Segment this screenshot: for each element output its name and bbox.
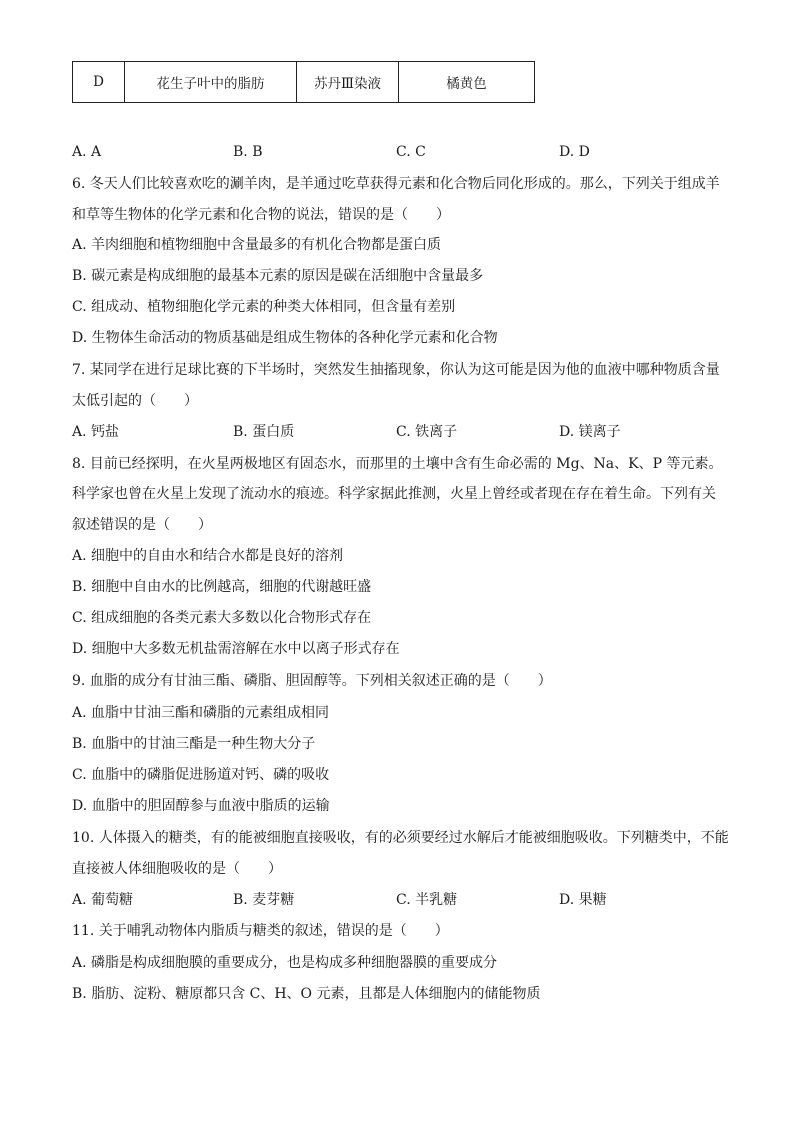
q8-stem-line3: 叙述错误的是（ ） (72, 517, 212, 533)
q11-option-a: A. 磷脂是构成细胞膜的重要成分，也是构成多种细胞器膜的重要成分 (72, 955, 498, 971)
q10-options (72, 891, 732, 909)
reagent-table (72, 61, 535, 103)
q9-stem-line1: 9. 血脂的成分有甘油三酯、磷脂、胆固醇等。下列相关叙述正确的是（ ） (72, 673, 552, 689)
option-c: C. 半乳糖 (396, 892, 458, 908)
q11-option-b: B. 脂肪、淀粉、糖原都只含 C、H、O 元素，且都是人体细胞内的储能物质 (72, 986, 541, 1002)
q8-option-d: D. 细胞中大多数无机盐需溶解在水中以离子形式存在 (72, 641, 400, 657)
q8-option-b: B. 细胞中自由水的比例越高，细胞的代谢越旺盛 (72, 579, 372, 595)
q5-options (72, 143, 732, 161)
q9-option-b: B. 血脂中的甘油三酯是一种生物大分子 (72, 736, 316, 752)
q7-stem-line2: 太低引起的（ ） (72, 393, 198, 409)
q6-option-c: C. 组成动、植物细胞化学元素的种类大体相同，但含量有差别 (72, 299, 456, 315)
q6-stem-line1: 6. 冬天人们比较喜欢吃的涮羊肉，是羊通过吃草获得元素和化合物后同化形成的。那么，下列关于组成羊 (72, 176, 720, 192)
option-a: A. 钙盐 (72, 424, 120, 440)
q8-stem-line1: 8. 目前已经探明，在火星两极地区有固态水，而那里的土壤中含有生命必需的 Mg、Na、K、P 等元素。 (72, 456, 723, 472)
option-b: B. 麦芽糖 (233, 892, 295, 908)
q6-option-a: A. 羊肉细胞和植物细胞中含量最多的有机化合物都是蛋白质 (72, 237, 442, 253)
table-cell-color: 橘黄色 (399, 62, 535, 103)
option-d: D. 果糖 (559, 892, 607, 908)
q9-option-d: D. 血脂中的胆固醇参与血液中脂质的运输 (72, 798, 330, 814)
option-b: B. B (233, 144, 263, 160)
q10-stem-line1: 10. 人体摄入的糖类，有的能被细胞直接吸收，有的必须要经过水解后才能被细胞吸收。下列糖类中，不能 (72, 830, 729, 846)
option-a: A. 葡萄糖 (72, 892, 134, 908)
table-cell-material: 花生子叶中的脂肪 (125, 62, 297, 103)
option-c: C. 铁离子 (396, 424, 458, 440)
q8-option-c: C. 组成细胞的各类元素大多数以化合物形式存在 (72, 610, 372, 626)
q8-stem-line2: 科学家也曾在火星上发现了流动水的痕迹。科学家据此推测，火星上曾经或者现在存在着生命。下列有关 (72, 486, 716, 502)
option-d: D. 镁离子 (559, 424, 621, 440)
q7-options (72, 423, 732, 441)
option-a: A. A (72, 144, 102, 160)
q10-stem-line2: 直接被人体细胞吸收的是（ ） (72, 861, 282, 877)
q6-stem-line2: 和草等生物体的化学元素和化合物的说法，错误的是（ ） (72, 207, 450, 223)
table-cell-reagent: 苏丹Ⅲ染液 (297, 62, 399, 103)
option-b: B. 蛋白质 (233, 424, 295, 440)
table-cell-letter: D (73, 62, 125, 103)
q6-option-d: D. 生物体生命活动的物质基础是组成生物体的各种化学元素和化合物 (72, 330, 498, 346)
q9-option-a: A. 血脂中甘油三酯和磷脂的元素组成相同 (72, 705, 330, 721)
q6-option-b: B. 碳元素是构成细胞的最基本元素的原因是碳在活细胞中含量最多 (72, 268, 484, 284)
table-row (73, 62, 535, 103)
q7-stem-line1: 7. 某同学在进行足球比赛的下半场时，突然发生抽搐现象，你认为这可能是因为他的血液中哪种物质含量 (72, 362, 720, 378)
q11-stem-line1: 11. 关于哺乳动物体内脂质与糖类的叙述，错误的是（ ） (72, 923, 449, 939)
option-d: D. D (559, 144, 590, 160)
q8-option-a: A. 细胞中的自由水和结合水都是良好的溶剂 (72, 548, 344, 564)
q9-option-c: C. 血脂中的磷脂促进肠道对钙、磷的吸收 (72, 767, 330, 783)
option-c: C. C (396, 144, 426, 160)
